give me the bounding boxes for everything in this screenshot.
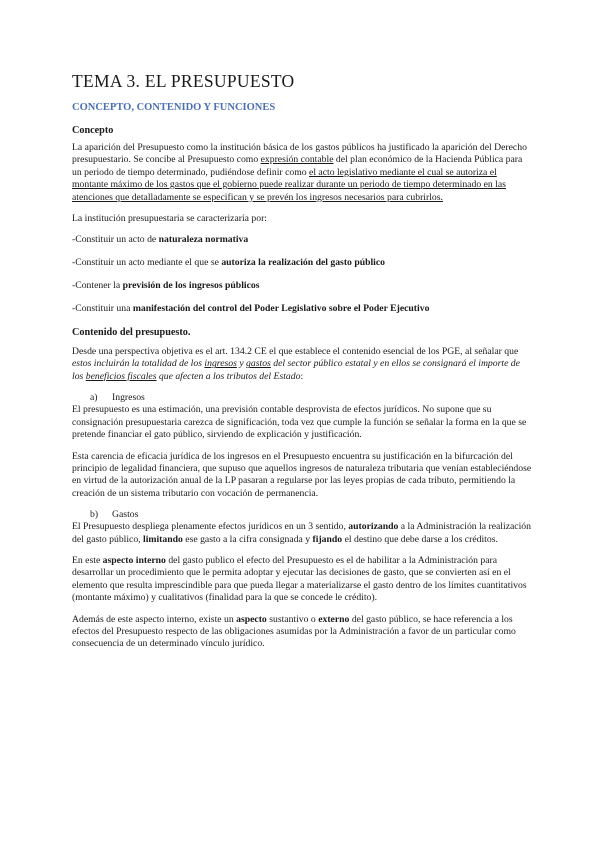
gastos-paragraph-1: El Presupuesto despliega plenamente efectos jurídicos en un 3 sentido, autorizando a la Administración la realización del gasto público, limitando ese gasto a la cifra consignada y fijando el destino que debe darse a los créditos. [72, 521, 531, 545]
gastos-paragraph-2: En este aspecto interno del gasto publico el efecto del Presupuesto es el de habilitar a la Administración para desarrollar un procedimiento que le permita adoptar y ejecutar las decisiones de gasto, que se convierten así en el elemento que resulta imprescindible para que pueda llegar a materializarse el gasto dentro de los límites cuantitativos (montante máximo) y cualitativos (finalidad para la que se concede le crédito). [72, 554, 527, 604]
list-item: -Constituir un acto mediante el que se autoriza la realización del gasto público [72, 257, 386, 269]
page-title: TEMA 3. EL PRESUPUESTO [72, 71, 295, 91]
ingresos-paragraph-1: El presupuesto es una estimación, una previsión contable desprovista de efectos jurídicos. No supone que su consignación presupuestaria carezca de significación, toda vez que cumple la función se señalar la forma en la que se pretende financiar el gato público, sirviendo de explicación y justificación. [72, 404, 527, 441]
concepto-heading: Concepto [72, 125, 114, 136]
document-page [72, 70, 532, 660]
gastos-paragraph-3: Además de este aspecto interno, existe un aspecto sustantivo o externo del gasto público, se hace referencia a los efectos del Presupuesto respecto de las obligaciones asumidas por la Administración a favor de un particular como consecuencia de un determinado vínculo jurídico. [72, 613, 516, 650]
list-item: -Constituir una manifestación del control del Poder Legislativo sobre el Poder Ejecutivo [72, 303, 430, 315]
list-item: -Contener la previsión de los ingresos públicos [72, 280, 260, 292]
ingresos-paragraph-2: Esta carencia de eficacia jurídica de los ingresos en el Presupuesto encuentra su justificación en la bifurcación del principio de legalidad financiera, que supuso que aquellos ingresos de naturaleza tributaria que venían estableciéndose en virtud de la autorización anual de la LP pasaran a regularse por las leyes propias de cada tributo, permitiendo la creación de un sistema tributario con vocación de permanencia. [72, 450, 532, 499]
concepto-intro: La institución presupuestaria se caracterizaría por: [72, 213, 268, 225]
contenido-heading: Contenido del presupuesto. [72, 327, 191, 339]
section-title: CONCEPTO, CONTENIDO Y FUNCIONES [72, 102, 276, 113]
contenido-paragraph: Desde una perspectiva objetiva es el art. 134.2 CE el que establece el contenido esencial de los PGE, al señalar que estos incluirán la totalidad de los ingresos y gastos del sector público estatal y en ellos se consignará el importe de los beneficios fiscales que afecten a los tributos del Estado: [72, 346, 520, 382]
subsection-ingresos: a) Ingresos [90, 392, 145, 404]
list-item: -Constituir un acto de naturaleza normativa [72, 234, 249, 246]
subsection-gastos: b) Gastos [90, 509, 139, 521]
concepto-paragraph: La aparición del Presupuesto como la institución básica de los gastos públicos ha justificado la aparición del Derecho presupuestario. Se concibe al Presupuesto como expresión contable del plan económico de la Hacienda Pública para un periodo de tiempo determinado, pudiéndose definir como el acto legislativo mediante el cual se autoriza el montante máximo de los gastos que el gobierno puede realizar durante un periodo de tiempo determinado en las atenciones que detalladamente se especifican y se prevén los ingresos necesarios para cubrirlos. [72, 142, 527, 203]
